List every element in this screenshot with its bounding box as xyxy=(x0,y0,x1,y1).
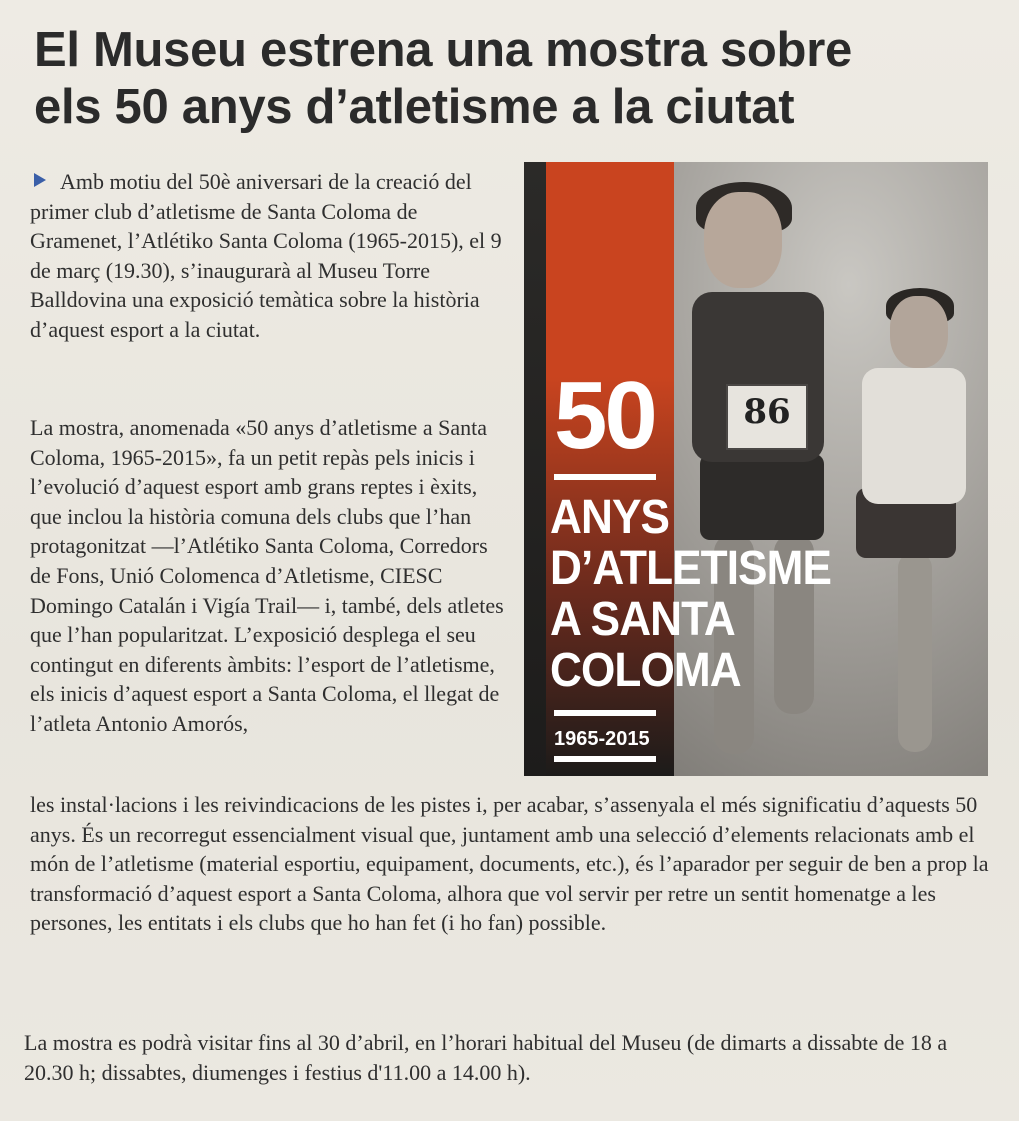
poster-title-line-4: COLOMA xyxy=(550,644,741,697)
description-paragraph-continued: les instal·lacions i les reivindicacions de les pistes i, per acabar, s’assenyala el més significatiu d’aquests 50 anys. És un recorregut essencialment visual que, juntament amb una selecció d’elements relacionats amb el món de l’atletisme (material esportiu, equipament, documents, etc.), és l’aparador per seguir de ben a prop la transformació d’aquest esport a Santa Coloma, alhora que vol servir per retre un sentit homenatge a les persones, les entitats i els clubs que ho han fet (i ho fan) possible. xyxy=(30,792,989,936)
poster-title xyxy=(550,492,844,696)
intro-paragraph-text: Amb motiu del 50è aniversari de la creació del primer club d’atletisme de Santa Coloma de Gramenet, l’Atlétiko Santa Coloma (1965-2015), el 9 de març (19.30), s’inaugurarà al Museu Torre Balldovina una exposició temàtica sobre la història d’aquest esport a la ciutat. xyxy=(30,169,502,342)
headline-line-2: els 50 anys d’atletisme a la ciutat xyxy=(34,80,795,134)
poster-number: 50 xyxy=(554,362,655,469)
description-paragraph: La mostra, anomenada «50 anys d’atletisme a Santa Coloma, 1965-2015», fa un petit repàs pels inicis i l’evolució d’aquest esport amb grans reptes i èxits, que inclou la història comuna dels clubs que l’han protagonitzat —l’Atlétiko Santa Coloma, Corredors de Fons, Unió Colomenca d’Atletisme, CIESC Domingo Catalán i Vigía Trail— i, també, dels atletes que l’han popularitzat. L’exposició desplega el seu contingut en diferents àmbits: l’esport de l’atletisme, els inicis d’aquest esport a Santa Coloma, el llegat de l’atleta Antonio Amorós, xyxy=(30,415,504,736)
poster-divider xyxy=(554,474,656,480)
triangle-bullet-icon xyxy=(34,173,46,187)
poster-title-overlay xyxy=(524,162,988,776)
poster-divider xyxy=(554,710,656,716)
poster-divider xyxy=(554,756,656,762)
intro-paragraph xyxy=(30,167,508,345)
poster-title-line-2: D’ATLETISME xyxy=(550,542,832,595)
headline-line-1: El Museu estrena una mostra sobre xyxy=(34,23,852,77)
poster-title-line-1: ANYS xyxy=(550,491,670,544)
headline xyxy=(34,22,994,136)
poster-title-line-3: A SANTA xyxy=(550,593,735,646)
poster-years: 1965-2015 xyxy=(554,728,650,750)
schedule-paragraph: La mostra es podrà visitar fins al 30 d’abril, en l’horari habitual del Museu (de dimarts a dissabte de 18 a 20.30 h; dissabtes, diumenges i festius d'11.00 a 14.00 h). xyxy=(24,1030,948,1085)
race-bib-number: 86 xyxy=(743,392,791,432)
